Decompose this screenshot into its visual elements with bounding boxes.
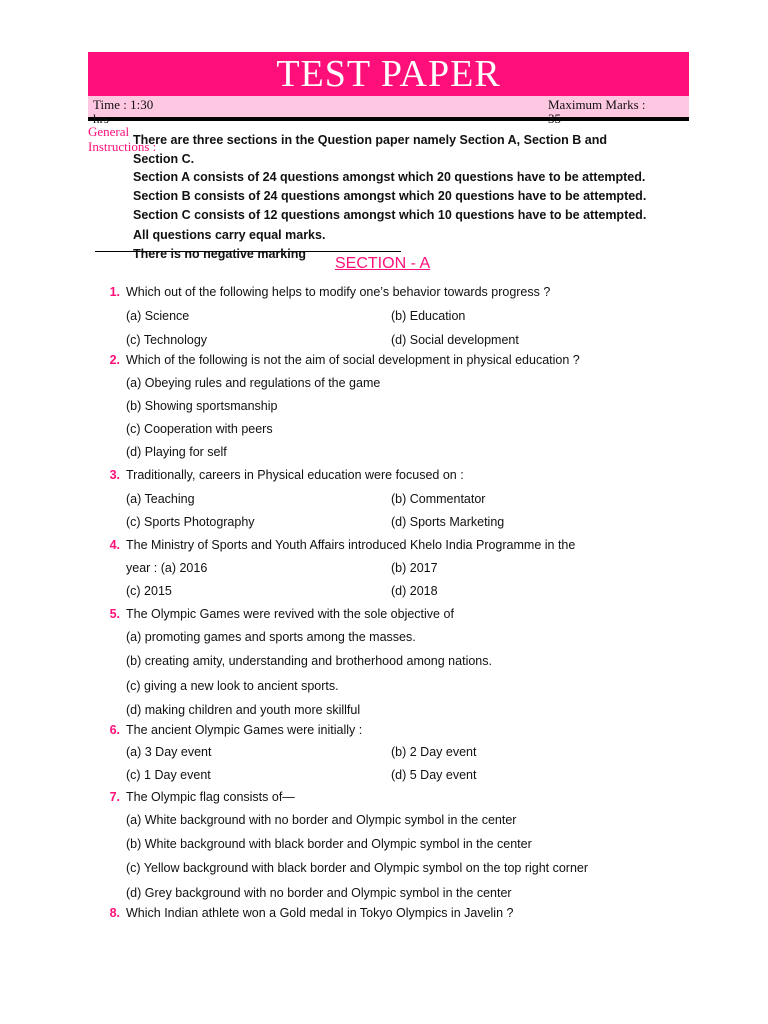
option: (a) Obeying rules and regulations of the game [126,376,381,390]
option: (b) Showing sportsmanship [126,399,278,413]
question-number: 3. [109,468,120,482]
option: (c) Yellow background with black border and Olympic symbol on the top right corner [126,861,589,875]
option: (b) creating amity, understanding and brotherhood among nations. [126,654,492,668]
question-number: 8. [109,906,120,920]
option: (d) Grey background with no border and Olympic symbol in the center [126,886,512,900]
instruction-line: Section A consists of 24 questions amongst which 20 questions have to be attempted. [133,170,646,184]
question-number: 2. [109,353,120,367]
option: (c) 1 Day event [126,768,211,782]
option: (d) 5 Day event [391,768,477,782]
option: (d) Playing for self [126,445,227,459]
question-number: 6. [109,723,120,737]
time-unit: hrs [93,111,109,126]
question-text: Which Indian athlete won a Gold medal in Tokyo Olympics in Javelin ? [126,906,514,920]
option: year : (a) 2016 [126,561,208,575]
option: (d) making children and youth more skillful [126,703,361,717]
option: (a) 3 Day event [126,745,212,759]
option: (b) 2 Day event [391,745,477,759]
option: (c) Cooperation with peers [126,422,273,436]
option: (b) Commentator [391,492,486,506]
option: (c) Sports Photography [126,515,255,529]
question-text: Traditionally, careers in Physical education were focused on : [126,468,464,482]
marks-value: 35 [548,111,561,126]
option: (c) Technology [126,333,208,347]
instruction-line: Section C. [133,152,195,166]
section-a-heading: SECTION - A [335,255,431,272]
question-number: 5. [109,607,120,621]
instruction-line: There is no negative marking [133,247,306,261]
option: (a) promoting games and sports among the masses. [126,630,416,644]
question-text: The Olympic flag consists of— [126,790,295,804]
option: (d) 2018 [391,584,438,598]
marks-label [548,98,678,126]
option: (b) White background with black border and Olympic symbol in the center [126,837,532,851]
question-text: The ancient Olympic Games were initially : [126,723,363,737]
question-number: 4. [109,538,120,552]
instruction-line: All questions carry equal marks. [133,228,326,242]
time-label [93,98,173,126]
question-number: 7. [109,790,120,804]
question-text: The Olympic Games were revived with the sole objective of [126,607,454,621]
option: (b) 2017 [391,561,438,575]
option: (d) Sports Marketing [391,515,505,529]
option: (a) Science [126,309,190,323]
option: (b) Education [391,309,466,323]
option: (a) Teaching [126,492,195,506]
instruction-line: Section B consists of 24 questions amongst which 20 questions have to be attempted. [133,189,647,203]
general-label-line1: General [88,124,130,139]
option: (a) White background with no border and Olympic symbol in the center [126,813,517,827]
option: (c) 2015 [126,584,172,598]
marks-title: Maximum Marks : [548,97,646,112]
option: (c) giving a new look to ancient sports. [126,679,339,693]
general-label-line2: Instructions : [88,139,157,154]
question-text: Which of the following is not the aim of social development in physical education ? [126,353,580,367]
question-text: The Ministry of Sports and Youth Affairs introduced Khelo India Programme in the [126,538,576,552]
instruction-line: Section C consists of 12 questions amongst which 10 questions have to be attempted. [133,208,647,222]
page-title: TEST PAPER [276,53,501,95]
instruction-line: There are three sections in the Question paper namely Section A, Section B and [133,133,607,147]
question-number: 1. [109,285,120,299]
time-value: Time : 1:30 [93,97,154,112]
option: (d) Social development [391,333,519,347]
question-text: Which out of the following helps to modify one’s behavior towards progress ? [126,285,551,299]
